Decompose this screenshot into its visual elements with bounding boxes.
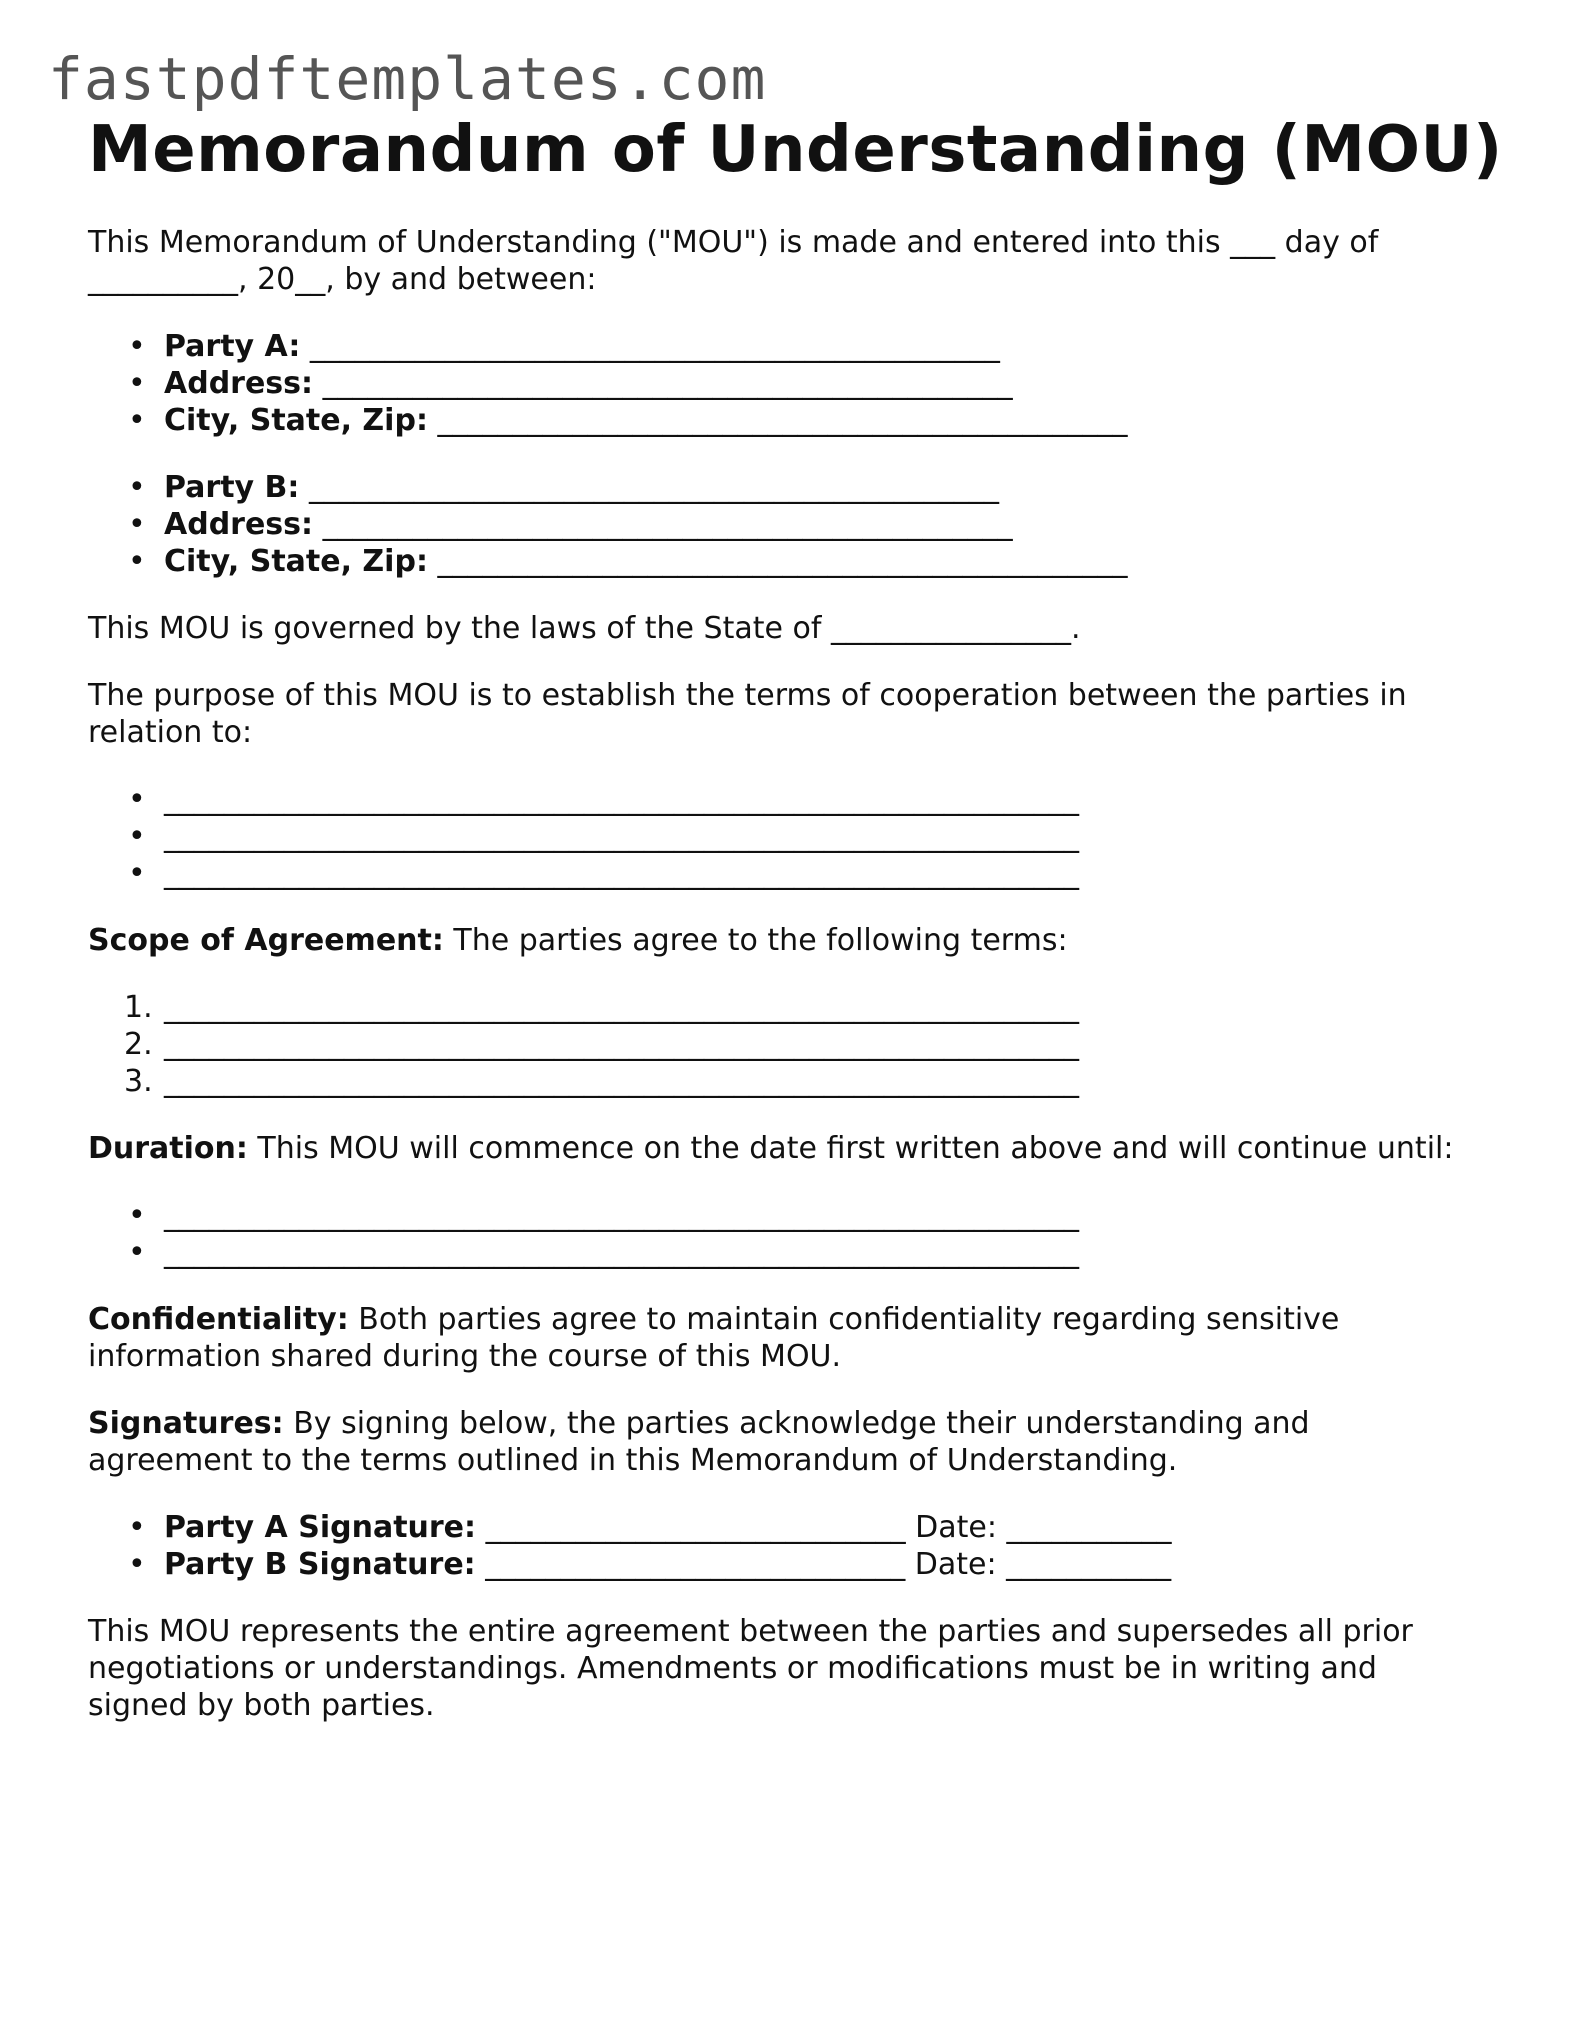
list-item	[88, 328, 1508, 365]
list-item	[88, 365, 1508, 402]
signatures-line-1: By signing below, the parties acknowledge their understanding and	[283, 1406, 1310, 1441]
party-b-name-field[interactable]: ______________________________________________	[308, 470, 999, 505]
scope-term-field[interactable]: _____________________________________________________________	[164, 1064, 1079, 1099]
bullet-icon: •	[128, 1547, 146, 1582]
list-item	[88, 402, 1508, 439]
signatures-paragraph	[88, 1405, 1508, 1479]
list-item	[88, 506, 1508, 543]
watermark: fastpdftemplates.com	[48, 45, 767, 113]
field-label: Party B:	[164, 470, 300, 505]
party-a-name-field[interactable]: ______________________________________________	[309, 329, 1000, 364]
scope-term-field[interactable]: _____________________________________________________________	[164, 1027, 1079, 1062]
scope-paragraph	[88, 922, 1508, 959]
confidentiality-label: Confidentiality:	[88, 1302, 349, 1337]
list-item	[88, 1546, 1508, 1583]
confidentiality-line-2: information shared during the course of this MOU.	[88, 1339, 842, 1374]
list-item	[88, 1234, 1508, 1271]
item-number: 3.	[124, 1064, 153, 1099]
purpose-paragraph	[88, 677, 1508, 751]
document-title: Memorandum of Understanding (MOU)	[88, 113, 1503, 187]
bullet-icon: •	[128, 1198, 146, 1233]
list-item	[88, 1197, 1508, 1234]
scope-term-field[interactable]: _____________________________________________________________	[164, 990, 1079, 1025]
party-a-city-field[interactable]: ______________________________________________	[437, 403, 1128, 438]
list-item	[88, 543, 1508, 580]
closing-line-3: signed by both parties.	[88, 1688, 435, 1723]
field-label: City, State, Zip:	[164, 544, 428, 579]
field-label: City, State, Zip:	[164, 403, 428, 438]
bullet-icon: •	[128, 403, 146, 438]
intro-paragraph	[88, 224, 1508, 298]
party-a-list	[88, 328, 1508, 439]
bullet-icon: •	[128, 507, 146, 542]
bullet-icon: •	[128, 782, 146, 817]
scope-list	[88, 989, 1508, 1100]
field-label: Party A:	[164, 329, 301, 364]
field-label: Party B Signature:	[164, 1547, 476, 1582]
signatures-line-2: agreement to the terms outlined in this Memorandum of Understanding.	[88, 1443, 1178, 1478]
document-page	[88, 112, 1508, 1724]
list-item	[88, 1063, 1508, 1100]
list-item	[88, 1026, 1508, 1063]
duration-field[interactable]: _____________________________________________________________	[164, 1235, 1079, 1270]
list-item	[88, 818, 1508, 855]
intro-line-2: __________, 20__, by and between:	[88, 262, 597, 297]
party-b-date-field[interactable]: ___________	[996, 1547, 1172, 1582]
confidentiality-paragraph	[88, 1301, 1508, 1375]
list-item	[88, 469, 1508, 506]
field-label: Address:	[164, 507, 314, 542]
closing-line-2: negotiations or understandings. Amendments or modifications must be in writing and	[88, 1651, 1377, 1686]
intro-line-1: This Memorandum of Understanding ("MOU") is made and entered into this ___ day of	[88, 225, 1379, 260]
duration-field[interactable]: _____________________________________________________________	[164, 1198, 1079, 1233]
item-number: 2.	[124, 1027, 153, 1062]
purpose-line-1: The purpose of this MOU is to establish the terms of cooperation between the parties in	[88, 678, 1407, 713]
purpose-list	[88, 781, 1508, 892]
bullet-icon: •	[128, 856, 146, 891]
party-b-signature-field[interactable]: ____________________________	[475, 1547, 915, 1582]
bullet-icon: •	[128, 470, 146, 505]
date-label: Date:	[914, 1547, 997, 1582]
purpose-field[interactable]: _____________________________________________________________	[164, 856, 1079, 891]
field-label: Address:	[164, 366, 314, 401]
item-number: 1.	[124, 990, 153, 1025]
closing-line-1: This MOU represents the entire agreement between the parties and supersedes all prior	[88, 1614, 1413, 1649]
signatures-label: Signatures:	[88, 1406, 284, 1441]
bullet-icon: •	[128, 1510, 146, 1545]
party-b-list	[88, 469, 1508, 580]
list-item	[88, 989, 1508, 1026]
bullet-icon: •	[128, 819, 146, 854]
confidentiality-line-1: Both parties agree to maintain confidentiality regarding sensitive	[348, 1302, 1340, 1337]
purpose-field[interactable]: _____________________________________________________________	[164, 819, 1079, 854]
scope-label: Scope of Agreement:	[88, 923, 444, 958]
list-item	[88, 855, 1508, 892]
bullet-icon: •	[128, 366, 146, 401]
signature-list	[88, 1509, 1508, 1583]
party-b-address-field[interactable]: ______________________________________________	[322, 507, 1013, 542]
duration-text: This MOU will commence on the date first written above and will continue until:	[247, 1131, 1454, 1166]
bullet-icon: •	[128, 544, 146, 579]
scope-text: The parties agree to the following terms:	[443, 923, 1068, 958]
field-label: Party A Signature:	[164, 1510, 477, 1545]
party-a-signature-field[interactable]: ____________________________	[476, 1510, 916, 1545]
purpose-field[interactable]: _____________________________________________________________	[164, 782, 1079, 817]
duration-list	[88, 1197, 1508, 1271]
closing-paragraph	[88, 1613, 1508, 1724]
duration-label: Duration:	[88, 1131, 248, 1166]
party-a-date-field[interactable]: ___________	[996, 1510, 1172, 1545]
purpose-line-2: relation to:	[88, 715, 253, 750]
list-item	[88, 1509, 1508, 1546]
governing-law-paragraph: This MOU is governed by the laws of the State of ________________.	[88, 611, 1081, 646]
bullet-icon: •	[128, 1235, 146, 1270]
party-a-address-field[interactable]: ______________________________________________	[322, 366, 1013, 401]
list-item	[88, 781, 1508, 818]
party-b-city-field[interactable]: ______________________________________________	[437, 544, 1128, 579]
date-label: Date:	[915, 1510, 997, 1545]
duration-paragraph	[88, 1130, 1508, 1167]
bullet-icon: •	[128, 329, 146, 364]
